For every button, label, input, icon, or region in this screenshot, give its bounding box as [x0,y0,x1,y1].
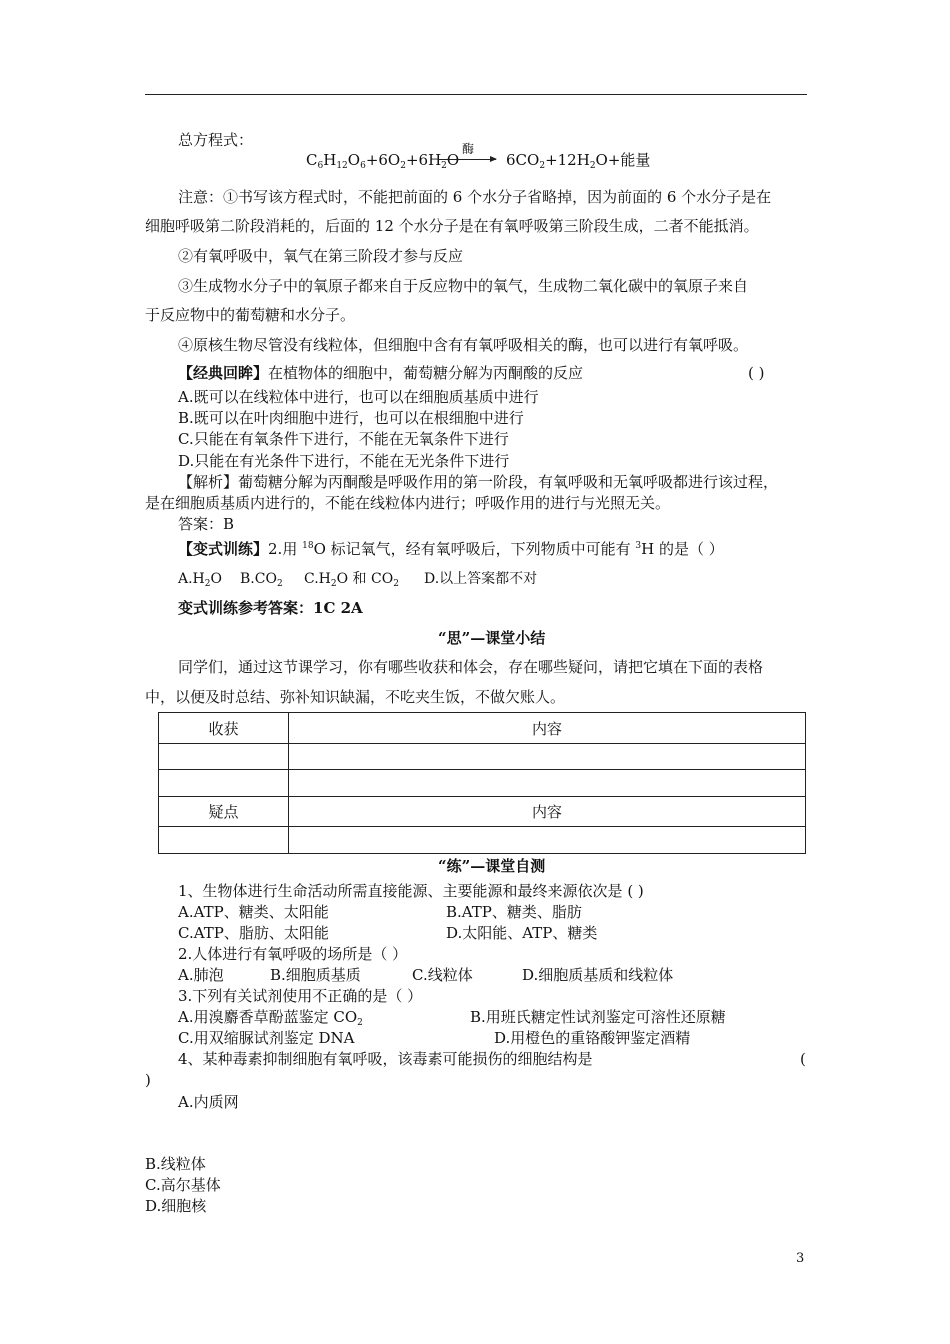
quiz-q3-option-d: D.用橙色的重铬酸钾鉴定酒精 [494,1029,691,1047]
table-header-gain: 收获 [159,713,289,744]
quiz-q2-option-d: D.细胞质基质和线粒体 [522,966,674,984]
summary-intro-line1: 同学们，通过这节课学习，你有哪些收获和体会，存在哪些疑问，请把它填在下面的表格 [178,658,764,676]
summary-heading: “思”—课堂小结 [438,629,546,647]
note1-line1: 注意：①书写该方程式时，不能把前面的 6 个水分子省略掉，因为前面的 6 个水分子是在 [178,188,772,206]
quiz-q4-option-d: D.细胞核 [145,1197,207,1215]
header-rule [145,94,807,95]
quiz-q3: 3.下列有关试剂使用不正确的是（ ） [178,987,423,1005]
table-header-content: 内容 [289,713,806,744]
note4: ④原核生物尽管没有线粒体，但细胞中含有有氧呼吸相关的酶，也可以进行有氧呼吸。 [178,336,749,354]
table-row [159,713,806,744]
quiz-q1: 1、生物体进行生命活动所需直接能源、主要能源和最终来源依次是 ( ) [178,882,644,900]
table-header-content: 内容 [289,797,806,827]
reaction-arrow [438,159,496,160]
table-row [159,827,806,854]
classic-answer: 答案：B [178,515,235,533]
equation-left: $C_6H_{12}O_6+6O_2+6H_2O$ [306,151,460,171]
quiz-q2-option-b: B.细胞质基质 [270,966,361,984]
table-row [159,797,806,827]
quiz-q3-option-c: C.用双缩脲试剂鉴定 DNA [178,1029,355,1047]
quiz-q3-option-a: A.用溴麝香草酚蓝鉴定 $CO_2$ [178,1008,363,1028]
enzyme-label: 酶 [462,142,475,156]
quiz-q4-paren-open: ( [800,1050,806,1068]
table-row [159,744,806,770]
equation-right: $6CO_2+12H_2O+$能量 [506,151,651,171]
variant-reference-answer: 变式训练参考答案：1C 2A [178,599,363,617]
quiz-q2-option-a: A.肺泡 [178,966,224,984]
table-header-doubt: 疑点 [159,797,289,827]
quiz-q4-option-a: A.内质网 [178,1093,239,1111]
variant-option-d: D.以上答案都不对 [424,571,538,587]
quiz-q4-option-c: C.高尔基体 [145,1176,221,1194]
analysis-line1: 【解析】葡萄糖分解为丙酮酸是呼吸作用的第一阶段，有氧呼吸和无氧呼吸都进行该过程， [178,473,779,491]
variant-option-c: $C.H_2O$ 和 $CO_2$ [304,571,399,589]
table-row [159,770,806,797]
classic-option-d: D.只能在有光条件下进行，不能在无光条件下进行 [178,452,510,470]
quiz-q4: 4、某种毒素抑制细胞有氧呼吸，该毒素可能损伤的细胞结构是 [178,1050,593,1068]
quiz-q2: 2.人体进行有氧呼吸的场所是（ ） [178,945,408,963]
note3-line2: 于反应物中的葡萄糖和水分子。 [145,306,356,324]
note1-line2: 细胞呼吸第二阶段消耗的，后面的 12 个水分子是在有氧呼吸第三阶段生成，二者不能抵消。 [145,217,759,235]
analysis-line2: 是在细胞质基质内进行的，不能在线粒体内进行；呼吸作用的进行与光照无关。 [145,494,671,512]
quiz-q1-option-d: D.太阳能、ATP、糖类 [446,924,598,942]
quiz-heading: “练”—课堂自测 [438,857,546,875]
table-cell[interactable] [289,770,806,797]
note2: ②有氧呼吸中，氧气在第三阶段才参与反应 [178,247,464,265]
page-number: 3 [796,1251,805,1266]
quiz-q1-option-a: A.ATP、糖类、太阳能 [178,903,329,921]
table-cell[interactable] [159,770,289,797]
quiz-q1-option-c: C.ATP、脂肪、太阳能 [178,924,329,942]
classic-option-c: C.只能在有氧条件下进行，不能在无氧条件下进行 [178,430,509,448]
quiz-q4-option-b: B.线粒体 [145,1155,206,1173]
table-cell[interactable] [159,744,289,770]
equation-label: 总方程式： [178,131,254,149]
quiz-q3-option-b: B.用班氏糖定性试剂鉴定可溶性还原糖 [470,1008,726,1026]
variant-option-a: $A.H_2O$ [178,571,222,589]
table-cell[interactable] [159,827,289,854]
classic-paren: ( ) [748,364,765,382]
classic-question: 【经典回眸】在植物体的细胞中，葡萄糖分解为丙酮酸的反应 [178,364,584,382]
classic-option-a: A.既可以在线粒体中进行，也可以在细胞质基质中进行 [178,388,539,406]
quiz-q1-option-b: B.ATP、糖类、脂肪 [446,903,582,921]
quiz-q2-option-c: C.线粒体 [412,966,473,984]
summary-intro-line2: 中，以便及时总结、弥补知识缺漏，不吃夹生饭，不做欠账人。 [145,688,566,706]
summary-table [158,712,806,854]
table-cell[interactable] [289,827,806,854]
variant-option-b: $B.CO_2$ [240,571,283,589]
variant-question: 【变式训练】2.用 $^{18}$O 标记氧气，经有氧呼吸后，下列物质中可能有 $^3$H 的是（ ） [178,540,724,558]
table-cell[interactable] [289,744,806,770]
classic-option-b: B.既可以在叶肉细胞中进行，也可以在根细胞中进行 [178,409,524,427]
note3-line1: ③生成物水分子中的氧原子都来自于反应物中的氧气，生成物二氧化碳中的氧原子来自 [178,277,749,295]
quiz-q4-paren-close: ) [145,1071,151,1089]
